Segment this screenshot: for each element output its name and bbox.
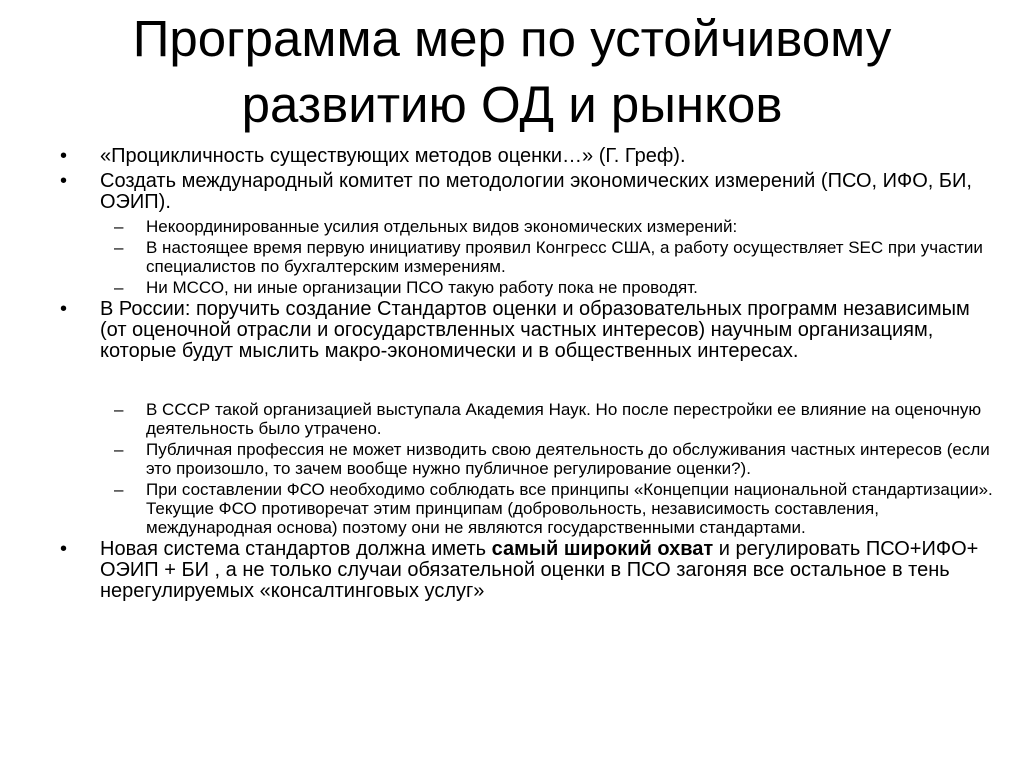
bullet-item (60, 146, 1000, 167)
sub-bullet-text: Некоординированные усилия отдельных видов экономических измерений: (146, 217, 738, 236)
bullet-text: В России: поручить создание Стандартов оценки и образовательных программ независимым (от оценочной отрасли и огосударствленных частных интересов) научным организациям, которые будут мыслить макро-экономически и в общественных интересах. (100, 298, 970, 362)
bullet-text-start: Новая система стандартов должна иметь (100, 538, 492, 560)
bullet-text: Создать международный комитет по методологии экономических измерений (ПСО, ИФО, БИ, ОЭИП). (100, 170, 972, 213)
bullet-marker: • (60, 298, 68, 320)
bullet-marker: • (60, 145, 68, 167)
sub-bullet-item (60, 217, 1000, 236)
slide-title-line-1: Программа мер по устойчивому (132, 10, 892, 67)
sub-bullet-text: В настоящее время первую инициативу проявил Конгресс США, а работу осуществляет SEC при участии специалистов по бухгалтерским измерениям. (146, 238, 983, 276)
bullet-item (60, 539, 1000, 602)
slide-title (40, 6, 984, 138)
bullet-text: «Процикличность существующих методов оценки…» (Г. Греф). (100, 145, 686, 167)
sub-bullet-item (60, 278, 1000, 297)
bullet-marker: • (60, 538, 68, 560)
sub-bullet-item (60, 440, 1000, 478)
dash-marker: – (114, 480, 124, 499)
sub-bullet-item (60, 238, 1000, 276)
bullet-text-end: и регулировать ПСО+ИФО+ ОЭИП + БИ , а не только случаи обязательной оценки в ПСО загоняя все остальное в тень нерегулируемых «консалтинговых услуг» (100, 538, 979, 602)
dash-marker: – (114, 238, 124, 257)
sub-bullet-text: В СССР такой организацией выступала Академия Наук. Но после перестройки ее влияние на оценочную деятельность было утрачено. (146, 400, 982, 438)
slide-title-line-2: развитию ОД и рынков (241, 76, 783, 133)
sub-bullet-text: При составлении ФСО необходимо соблюдать все принципы «Концепции национальной стандартизации». Текущие ФСО противоречат этим принципам (добровольность, независимость составления, международная основа) поэтому они не являются государственными стандартами. (146, 480, 993, 537)
sub-bullet-text: Ни МССО, ни иные организации ПСО такую работу пока не проводят. (146, 278, 698, 297)
sub-bullet-item (60, 400, 1000, 438)
dash-marker: – (114, 278, 124, 297)
dash-marker: – (114, 217, 124, 236)
bullet-item (60, 171, 1000, 213)
sub-bullet-text: Публичная профессия не может низводить свою деятельность до обслуживания частных интересов (если это произошло, то зачем вообще нужно публичное регулирование оценки?). (146, 440, 990, 478)
bullet-item (60, 299, 1000, 362)
dash-marker: – (114, 440, 124, 459)
empty-paragraph (60, 366, 1000, 400)
sub-bullet-item (60, 480, 1000, 537)
bullet-text-emphasis: самый широкий охват (491, 538, 714, 560)
dash-marker: – (114, 400, 124, 419)
bullet-marker: • (60, 170, 68, 192)
slide-body (60, 146, 1000, 606)
